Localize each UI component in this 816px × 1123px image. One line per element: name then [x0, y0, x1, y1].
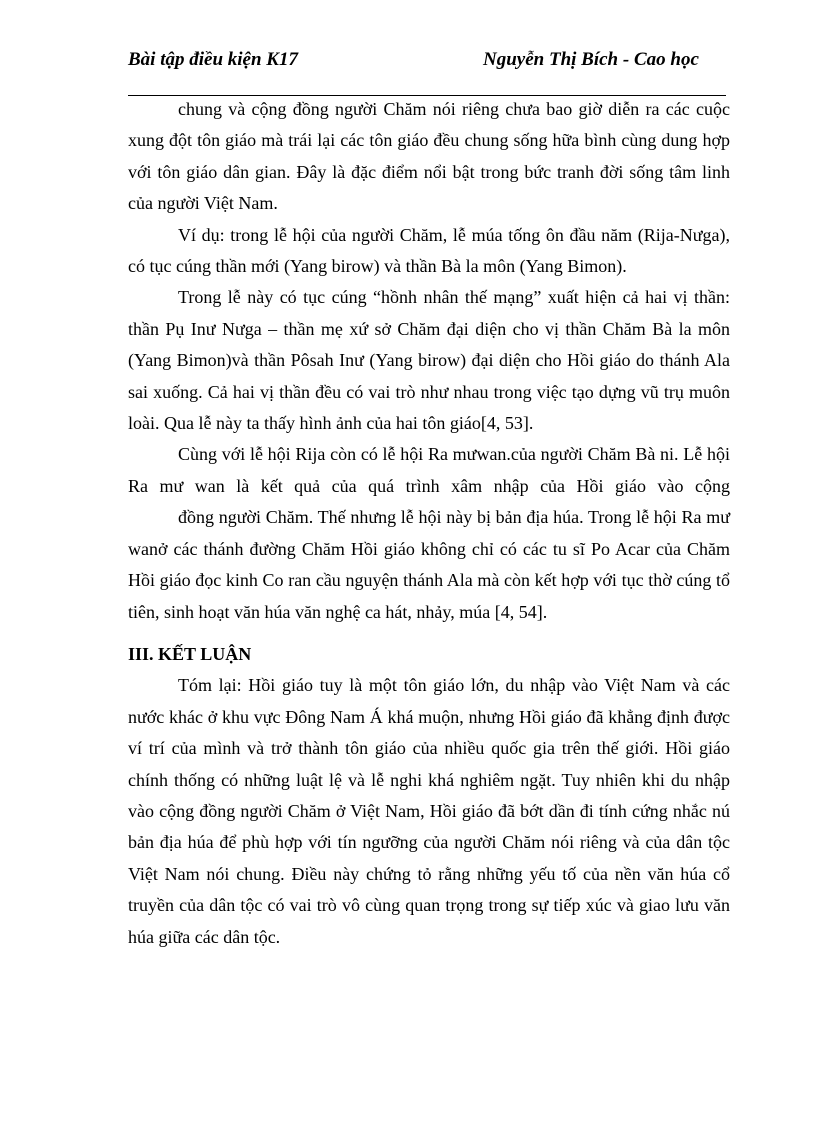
paragraph-continuation: chung và cộng đồng người Chăm nói riêng chưa bao giờ diễn ra các cuộc xung đột tôn giáo mà trái lại các tôn giáo đều chung sống hữa bình cùng dung hợp với tôn giáo dân gian. Đây là đặc điểm nổi bật trong bức tranh đời sống tâm linh của người Việt Nam. [128, 99, 730, 214]
paragraph-ramuwan: Cùng với lễ hội Rija còn có lễ hội Ra mưwan.của người Chăm Bà ni. Lễ hội Ra mư wan là kết quả của quá trình xâm nhập của Hồi giáo vào cộng [128, 444, 730, 496]
header-course-title: Bài tập điều kiện K17 [128, 49, 298, 70]
paragraph-example: Ví dụ: trong lễ hội của người Chăm, lễ múa tống ôn đầu năm (Rija-Nưga), có tục cúng thần mới (Yang birow) và thần Bà la môn (Yang Bimon). [128, 224, 730, 277]
paragraph-ritual: Trong lễ này có tục cúng “hồnh nhân thế mạng” xuất hiện cả hai vị thần: thần Pụ Inư Nưga – thần mẹ xứ sở Chăm đại diện cho vị thần Chăm Bà la môn (Yang Bimon)và thần Pôsah Inư (Yang birow) đại diện cho Hồi giáo do thánh Ala sai xuống. Cả hai vị thần đều có vai trò như nhau trong việc tạo dựng vũ trụ muôn loài. Qua lễ này ta thấy hình ảnh của hai tôn giáo[4, 53]. [128, 287, 730, 434]
paragraph-ramuwan-continued: đồng người Chăm. Thế nhưng lễ hội này bị bản địa húa. Trong lễ hội Ra mư wanở các thánh đường Chăm Hồi giáo không chỉ có các tu sĩ Po Acar của Chăm Hồi giáo đọc kinh Co ran cầu nguyện thánh Ala mà còn kết hợp với tục thờ cúng tổ tiên, sinh hoạt văn húa văn nghệ ca hát, nhảy, múa [4, 54]. [128, 507, 730, 622]
paragraph-conclusion: Tóm lại: Hồi giáo tuy là một tôn giáo lớn, du nhập vào Việt Nam và các nước khác ở khu vực Đông Nam Á khá muộn, nhưng Hồi giáo đã khẳng định được ví trí của mình và trở thành tôn giáo của nhiều quốc gia trên thế giới. Hồi giáo chính thống có những luật lệ và lễ nghi khá nghiêm ngặt. Tuy nhiên khi du nhập vào cộng đồng người Chăm ở Việt Nam, Hồi giáo đã bớt dần đi tính cứng nhắc nú bản địa húa để phù hợp với tín ngưỡng của người Chăm nói riêng và của dân tộc Việt Nam nói chung. Điều này chứng tỏ rằng những yếu tố của nền văn húa cổ truyền của dân tộc có vai trò vô cùng quan trọng trong sự tiếp xúc và giao lưu văn húa giữa các dân tộc. [128, 675, 730, 947]
document-body [128, 94, 730, 953]
section-heading-conclusion: III. KẾT LUẬN [128, 643, 252, 664]
header-author: Nguyễn Thị Bích - Cao học [483, 49, 699, 70]
